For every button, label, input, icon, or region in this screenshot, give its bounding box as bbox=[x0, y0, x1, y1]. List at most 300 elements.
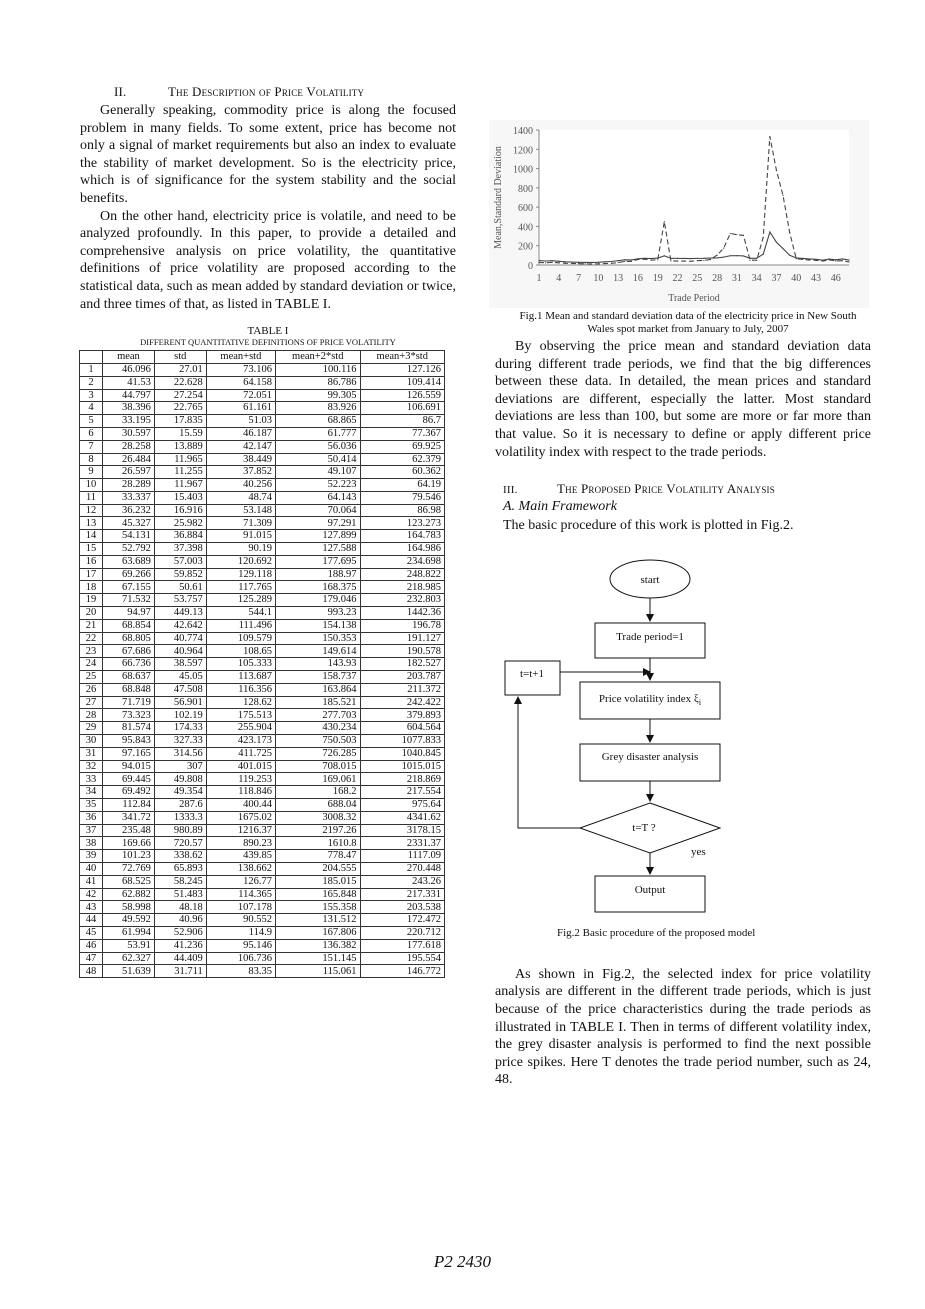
table-cell: 242.422 bbox=[360, 696, 445, 709]
table-row-index: 13 bbox=[80, 517, 103, 530]
table-cell: 13.889 bbox=[154, 440, 206, 453]
table-cell: 97.291 bbox=[276, 517, 360, 530]
table-row-index: 24 bbox=[80, 658, 103, 671]
data-point-mean bbox=[558, 261, 559, 262]
data-point-std bbox=[684, 260, 685, 261]
data-point-std bbox=[776, 170, 777, 171]
table-row bbox=[80, 453, 445, 466]
section-3-number: III. bbox=[503, 484, 518, 497]
data-point-mean bbox=[730, 255, 731, 256]
table-cell: 185.521 bbox=[276, 696, 360, 709]
table-row-index: 23 bbox=[80, 645, 103, 658]
table-row bbox=[80, 658, 445, 671]
table-label: TABLE I bbox=[247, 325, 289, 338]
table-cell: 49.107 bbox=[276, 466, 360, 479]
table-cell: 105.333 bbox=[206, 658, 275, 671]
x-tick-label: 46 bbox=[830, 273, 841, 284]
table-cell: 604.564 bbox=[360, 722, 445, 735]
table-cell: 66.736 bbox=[103, 658, 155, 671]
table-cell: 127.899 bbox=[276, 530, 360, 543]
table-cell: 314.56 bbox=[154, 747, 206, 760]
y-axis-label: Mean,Standard Deviation bbox=[493, 146, 504, 249]
table-row bbox=[80, 875, 445, 888]
table-cell: 125.289 bbox=[206, 594, 275, 607]
table-cell: 270.448 bbox=[360, 863, 445, 876]
table-cell: 99.305 bbox=[276, 389, 360, 402]
table-cell: 248.822 bbox=[360, 568, 445, 581]
table-cell: 439.85 bbox=[206, 850, 275, 863]
x-tick-label: 7 bbox=[576, 273, 582, 284]
data-point-std bbox=[598, 263, 599, 264]
table-cell: 688.04 bbox=[276, 799, 360, 812]
table-cell: 90.19 bbox=[206, 543, 275, 556]
table-cell: 86.786 bbox=[276, 376, 360, 389]
data-point-std bbox=[829, 259, 830, 260]
table-row-index: 10 bbox=[80, 479, 103, 492]
table-cell: 114.365 bbox=[206, 888, 275, 901]
table-cell: 449.13 bbox=[154, 607, 206, 620]
data-point-std bbox=[618, 262, 619, 263]
data-point-std bbox=[835, 260, 836, 261]
table-cell: 177.618 bbox=[360, 939, 445, 952]
table-cell: 27.01 bbox=[154, 363, 206, 376]
table-cell: 107.178 bbox=[206, 901, 275, 914]
data-point-mean bbox=[776, 242, 777, 243]
data-point-mean bbox=[651, 258, 652, 259]
table-row bbox=[80, 811, 445, 824]
table-row-index: 27 bbox=[80, 696, 103, 709]
table-row bbox=[80, 696, 445, 709]
data-point-std bbox=[743, 235, 744, 236]
volatility-table bbox=[79, 350, 445, 978]
right-paragraph-2: As shown in Fig.2, the selected index for price volatility analysis are different in the different trade periods, which is just because of the price characteristics during the trade periods as illustrated in TABLE I. Then in terms of different volatility index, the grey disaster analysis is performed to find the next possible price spikes. Here T denotes the trade period number, such as 24, 48. bbox=[495, 966, 871, 1088]
data-point-mean bbox=[723, 257, 724, 258]
table-cell: 68.865 bbox=[276, 415, 360, 428]
x-tick-label: 31 bbox=[731, 273, 742, 284]
table-cell: 49.592 bbox=[103, 914, 155, 927]
table-row bbox=[80, 389, 445, 402]
data-point-std bbox=[822, 260, 823, 261]
table-header-cell bbox=[80, 351, 103, 364]
table-cell: 27.254 bbox=[154, 389, 206, 402]
data-point-std bbox=[723, 248, 724, 249]
table-row-index: 6 bbox=[80, 427, 103, 440]
section-2-paragraph: Generally speaking, commodity price is along the focused problem in many fields. To some extent, price has become not only a signal of market requirements but also an index to evaluate the stability of market development. So is the electricity price, which is of significance for the system stability and the social benefits. bbox=[80, 103, 456, 206]
table-cell: 53.91 bbox=[103, 939, 155, 952]
table-cell: 211.372 bbox=[360, 683, 445, 696]
table-cell: 708.015 bbox=[276, 760, 360, 773]
data-point-mean bbox=[571, 261, 572, 262]
table-cell: 111.496 bbox=[206, 619, 275, 632]
table-row bbox=[80, 760, 445, 773]
x-tick-label: 19 bbox=[652, 273, 663, 284]
table-row-index: 33 bbox=[80, 773, 103, 786]
table-cell: 91.015 bbox=[206, 530, 275, 543]
table-row bbox=[80, 568, 445, 581]
y-tick-label: 1000 bbox=[513, 164, 533, 176]
table-cell: 165.848 bbox=[276, 888, 360, 901]
table-cell: 128.62 bbox=[206, 696, 275, 709]
table-cell: 56.036 bbox=[276, 440, 360, 453]
table-cell: 86.7 bbox=[360, 415, 445, 428]
table-cell: 726.285 bbox=[276, 747, 360, 760]
x-tick-label: 13 bbox=[613, 273, 624, 284]
table-cell: 234.698 bbox=[360, 555, 445, 568]
data-point-std bbox=[565, 263, 566, 264]
table-cell: 109.579 bbox=[206, 632, 275, 645]
table-row-index: 29 bbox=[80, 722, 103, 735]
y-tick-label: 800 bbox=[518, 183, 533, 195]
data-point-mean bbox=[842, 258, 843, 259]
table-row-index: 30 bbox=[80, 735, 103, 748]
data-point-mean bbox=[545, 260, 546, 261]
data-point-mean bbox=[591, 262, 592, 263]
table-cell: 40.96 bbox=[154, 914, 206, 927]
table-cell: 11.965 bbox=[154, 453, 206, 466]
flow-index-label: Price volatility index $\xi_i$ bbox=[598, 692, 702, 707]
table-row bbox=[80, 735, 445, 748]
data-point-std bbox=[697, 260, 698, 261]
table-header-cell: mean bbox=[103, 351, 155, 364]
table-row-index: 20 bbox=[80, 607, 103, 620]
table-cell: 83.35 bbox=[206, 965, 275, 978]
table-cell: 97.165 bbox=[103, 747, 155, 760]
y-tick-label: 1400 bbox=[513, 126, 533, 137]
table-row-index: 22 bbox=[80, 632, 103, 645]
table-cell: 243.26 bbox=[360, 875, 445, 888]
data-point-std bbox=[651, 260, 652, 261]
table-cell: 164.986 bbox=[360, 543, 445, 556]
data-point-std bbox=[769, 136, 770, 137]
data-point-std bbox=[657, 259, 658, 260]
table-row bbox=[80, 939, 445, 952]
table-row-index: 7 bbox=[80, 440, 103, 453]
table-row bbox=[80, 504, 445, 517]
flow-init-label: Trade period=1 bbox=[616, 630, 684, 643]
table-cell: 40.964 bbox=[154, 645, 206, 658]
table-cell: 108.65 bbox=[206, 645, 275, 658]
table-cell: 40.774 bbox=[154, 632, 206, 645]
data-point-mean bbox=[710, 257, 711, 258]
table-cell: 168.375 bbox=[276, 581, 360, 594]
table-cell: 81.574 bbox=[103, 722, 155, 735]
table-row-index: 31 bbox=[80, 747, 103, 760]
table-row-index: 45 bbox=[80, 926, 103, 939]
data-point-mean bbox=[703, 258, 704, 259]
section-2-heading bbox=[114, 84, 456, 100]
table-cell: 2197.26 bbox=[276, 824, 360, 837]
table-cell: 430.234 bbox=[276, 722, 360, 735]
table-cell: 83.926 bbox=[276, 402, 360, 415]
table-cell: 117.765 bbox=[206, 581, 275, 594]
table-row-index: 36 bbox=[80, 811, 103, 824]
y-tick-label: 0 bbox=[528, 261, 533, 272]
table-cell: 53.148 bbox=[206, 504, 275, 517]
data-point-mean bbox=[789, 255, 790, 256]
table-row-index: 14 bbox=[80, 530, 103, 543]
table-cell: 168.2 bbox=[276, 786, 360, 799]
table-cell: 750.503 bbox=[276, 735, 360, 748]
table-cell: 72.769 bbox=[103, 863, 155, 876]
y-tick-label: 1200 bbox=[513, 145, 533, 157]
flow-increment-label: t=t+1 bbox=[519, 667, 545, 680]
data-point-mean bbox=[815, 259, 816, 260]
table-cell: 993.23 bbox=[276, 607, 360, 620]
data-point-std bbox=[730, 233, 731, 234]
table-cell: 106.736 bbox=[206, 952, 275, 965]
data-point-mean bbox=[809, 258, 810, 259]
table-header-cell: mean+2*std bbox=[276, 351, 360, 364]
table-cell: 217.554 bbox=[360, 786, 445, 799]
table-cell: 46.096 bbox=[103, 363, 155, 376]
table-row bbox=[80, 888, 445, 901]
table-row bbox=[80, 491, 445, 504]
table-cell: 61.994 bbox=[103, 926, 155, 939]
table-cell: 138.662 bbox=[206, 863, 275, 876]
table-cell: 15.59 bbox=[154, 427, 206, 440]
table-cell: 150.353 bbox=[276, 632, 360, 645]
data-point-std bbox=[591, 263, 592, 264]
data-point-std bbox=[611, 263, 612, 264]
data-point-mean bbox=[611, 261, 612, 262]
table-cell: 327.33 bbox=[154, 735, 206, 748]
table-cell: 73.323 bbox=[103, 709, 155, 722]
table-row-index: 1 bbox=[80, 363, 103, 376]
data-point-std bbox=[756, 260, 757, 261]
table-cell: 15.403 bbox=[154, 491, 206, 504]
table-row bbox=[80, 671, 445, 684]
data-point-std bbox=[703, 260, 704, 261]
table-row bbox=[80, 440, 445, 453]
table-cell: 26.484 bbox=[103, 453, 155, 466]
table-row bbox=[80, 479, 445, 492]
data-point-mean bbox=[756, 258, 757, 259]
table-row bbox=[80, 555, 445, 568]
data-point-mean bbox=[769, 231, 770, 232]
table-row-index: 37 bbox=[80, 824, 103, 837]
table-cell: 50.61 bbox=[154, 581, 206, 594]
table-row bbox=[80, 376, 445, 389]
table-row-index: 28 bbox=[80, 709, 103, 722]
table-cell: 235.48 bbox=[103, 824, 155, 837]
table-row-index: 25 bbox=[80, 671, 103, 684]
table-cell: 114.9 bbox=[206, 926, 275, 939]
table-cell: 51.639 bbox=[103, 965, 155, 978]
table-cell: 195.554 bbox=[360, 952, 445, 965]
table-cell: 68.848 bbox=[103, 683, 155, 696]
table-cell: 41.236 bbox=[154, 939, 206, 952]
table-cell: 218.869 bbox=[360, 773, 445, 786]
table-cell: 118.846 bbox=[206, 786, 275, 799]
table-cell: 48.18 bbox=[154, 901, 206, 914]
table-cell: 980.89 bbox=[154, 824, 206, 837]
data-point-std bbox=[604, 263, 605, 264]
flow-grey-label: Grey disaster analysis bbox=[601, 750, 699, 763]
table-cell: 22.765 bbox=[154, 402, 206, 415]
flow-loop-arrow bbox=[518, 697, 580, 828]
data-point-std bbox=[842, 260, 843, 261]
table-cell: 115.061 bbox=[276, 965, 360, 978]
subsection-a-heading: A. Main Framework bbox=[503, 499, 617, 515]
table-row-index: 32 bbox=[80, 760, 103, 773]
table-cell: 720.57 bbox=[154, 837, 206, 850]
table-row-index: 21 bbox=[80, 619, 103, 632]
table-cell: 1015.015 bbox=[360, 760, 445, 773]
table-row bbox=[80, 926, 445, 939]
table-cell: 45.05 bbox=[154, 671, 206, 684]
flow-start-label: start bbox=[640, 573, 660, 586]
table-cell: 61.777 bbox=[276, 427, 360, 440]
table-cell: 56.901 bbox=[154, 696, 206, 709]
table-cell: 42.642 bbox=[154, 619, 206, 632]
table-cell: 59.852 bbox=[154, 568, 206, 581]
x-tick-label: 43 bbox=[811, 273, 822, 284]
table-header-cell: mean+3*std bbox=[360, 351, 445, 364]
table-row-index: 15 bbox=[80, 543, 103, 556]
table-row bbox=[80, 607, 445, 620]
flowchart-figure bbox=[495, 545, 875, 925]
table-row-index: 11 bbox=[80, 491, 103, 504]
table-cell: 131.512 bbox=[276, 914, 360, 927]
table-cell: 67.686 bbox=[103, 645, 155, 658]
table-cell: 106.691 bbox=[360, 402, 445, 415]
data-point-std bbox=[802, 259, 803, 260]
page-number: P2 2430 bbox=[433, 1252, 492, 1271]
table-cell: 95.843 bbox=[103, 735, 155, 748]
table-cell: 79.546 bbox=[360, 491, 445, 504]
table-row-index: 4 bbox=[80, 402, 103, 415]
table-row-index: 12 bbox=[80, 504, 103, 517]
table-cell: 204.555 bbox=[276, 863, 360, 876]
table-cell: 120.692 bbox=[206, 555, 275, 568]
table-row bbox=[80, 594, 445, 607]
table-cell: 3178.15 bbox=[360, 824, 445, 837]
data-point-std bbox=[644, 259, 645, 260]
table-cell: 154.138 bbox=[276, 619, 360, 632]
table-cell: 61.161 bbox=[206, 402, 275, 415]
table-title: DIFFERENT QUANTITATIVE DEFINITIONS OF PRICE VOLATILITY bbox=[140, 337, 396, 348]
table-cell: 41.53 bbox=[103, 376, 155, 389]
table-cell: 4341.62 bbox=[360, 811, 445, 824]
table-row-index: 17 bbox=[80, 568, 103, 581]
table-cell: 167.806 bbox=[276, 926, 360, 939]
table-cell: 1216.37 bbox=[206, 824, 275, 837]
table-row-index: 16 bbox=[80, 555, 103, 568]
table-cell: 71.532 bbox=[103, 594, 155, 607]
table-row bbox=[80, 863, 445, 876]
data-point-std bbox=[545, 262, 546, 263]
table-cell: 64.143 bbox=[276, 491, 360, 504]
table-cell: 1442.36 bbox=[360, 607, 445, 620]
table-row-index: 41 bbox=[80, 875, 103, 888]
table-cell: 62.882 bbox=[103, 888, 155, 901]
table-cell: 68.525 bbox=[103, 875, 155, 888]
data-point-std bbox=[538, 262, 539, 263]
table-cell: 77.367 bbox=[360, 427, 445, 440]
table-cell: 220.712 bbox=[360, 926, 445, 939]
table-cell: 1040.845 bbox=[360, 747, 445, 760]
table-cell: 44.797 bbox=[103, 389, 155, 402]
data-point-std bbox=[736, 234, 737, 235]
table-cell: 67.155 bbox=[103, 581, 155, 594]
table-cell: 64.158 bbox=[206, 376, 275, 389]
table-row bbox=[80, 645, 445, 658]
table-cell: 57.003 bbox=[154, 555, 206, 568]
table-cell: 232.803 bbox=[360, 594, 445, 607]
section-3-intro: The basic procedure of this work is plotted in Fig.2. bbox=[503, 518, 794, 534]
table-cell: 217.331 bbox=[360, 888, 445, 901]
table-cell: 64.19 bbox=[360, 479, 445, 492]
table-row-index: 40 bbox=[80, 863, 103, 876]
table-cell: 51.03 bbox=[206, 415, 275, 428]
table-cell: 190.578 bbox=[360, 645, 445, 658]
table-row-index: 2 bbox=[80, 376, 103, 389]
data-point-std bbox=[796, 258, 797, 259]
data-point-mean bbox=[565, 261, 566, 262]
table-cell: 338.62 bbox=[154, 850, 206, 863]
flow-output-label: Output bbox=[634, 883, 666, 896]
table-cell: 49.808 bbox=[154, 773, 206, 786]
table-row bbox=[80, 824, 445, 837]
data-point-std bbox=[631, 261, 632, 262]
table-cell: 127.126 bbox=[360, 363, 445, 376]
table-cell: 179.046 bbox=[276, 594, 360, 607]
data-point-mean bbox=[690, 258, 691, 259]
data-point-std bbox=[815, 260, 816, 261]
table-cell: 218.985 bbox=[360, 581, 445, 594]
table-cell: 44.409 bbox=[154, 952, 206, 965]
section-2-number: II. bbox=[114, 84, 127, 99]
table-cell: 116.356 bbox=[206, 683, 275, 696]
table-cell: 17.835 bbox=[154, 415, 206, 428]
table-cell: 101.23 bbox=[103, 850, 155, 863]
table-cell: 203.787 bbox=[360, 671, 445, 684]
data-point-std bbox=[809, 259, 810, 260]
table-cell: 151.145 bbox=[276, 952, 360, 965]
table-row bbox=[80, 619, 445, 632]
table-cell: 109.414 bbox=[360, 376, 445, 389]
data-point-mean bbox=[624, 259, 625, 260]
section-2-title: The Description of Price Volatility bbox=[168, 84, 365, 99]
table-row-index: 47 bbox=[80, 952, 103, 965]
table-row bbox=[80, 530, 445, 543]
table-row bbox=[80, 543, 445, 556]
table-cell: 255.904 bbox=[206, 722, 275, 735]
table-cell: 163.864 bbox=[276, 683, 360, 696]
table-header-row bbox=[80, 351, 445, 364]
table-cell: 11.255 bbox=[154, 466, 206, 479]
table-row bbox=[80, 837, 445, 850]
table-cell: 126.77 bbox=[206, 875, 275, 888]
table-row bbox=[80, 427, 445, 440]
table-row-index: 44 bbox=[80, 914, 103, 927]
x-tick-label: 25 bbox=[692, 273, 703, 284]
table-cell: 112.84 bbox=[103, 799, 155, 812]
table-row-index: 35 bbox=[80, 799, 103, 812]
data-point-std bbox=[637, 259, 638, 260]
table-row bbox=[80, 415, 445, 428]
table-cell: 102.19 bbox=[154, 709, 206, 722]
data-point-std bbox=[710, 259, 711, 260]
table-row-index: 38 bbox=[80, 837, 103, 850]
data-point-std bbox=[585, 263, 586, 264]
table-cell: 33.337 bbox=[103, 491, 155, 504]
x-tick-label: 37 bbox=[771, 273, 782, 284]
x-tick-label: 16 bbox=[632, 273, 643, 284]
table-cell: 36.232 bbox=[103, 504, 155, 517]
table-row-index: 48 bbox=[80, 965, 103, 978]
table-cell: 182.527 bbox=[360, 658, 445, 671]
